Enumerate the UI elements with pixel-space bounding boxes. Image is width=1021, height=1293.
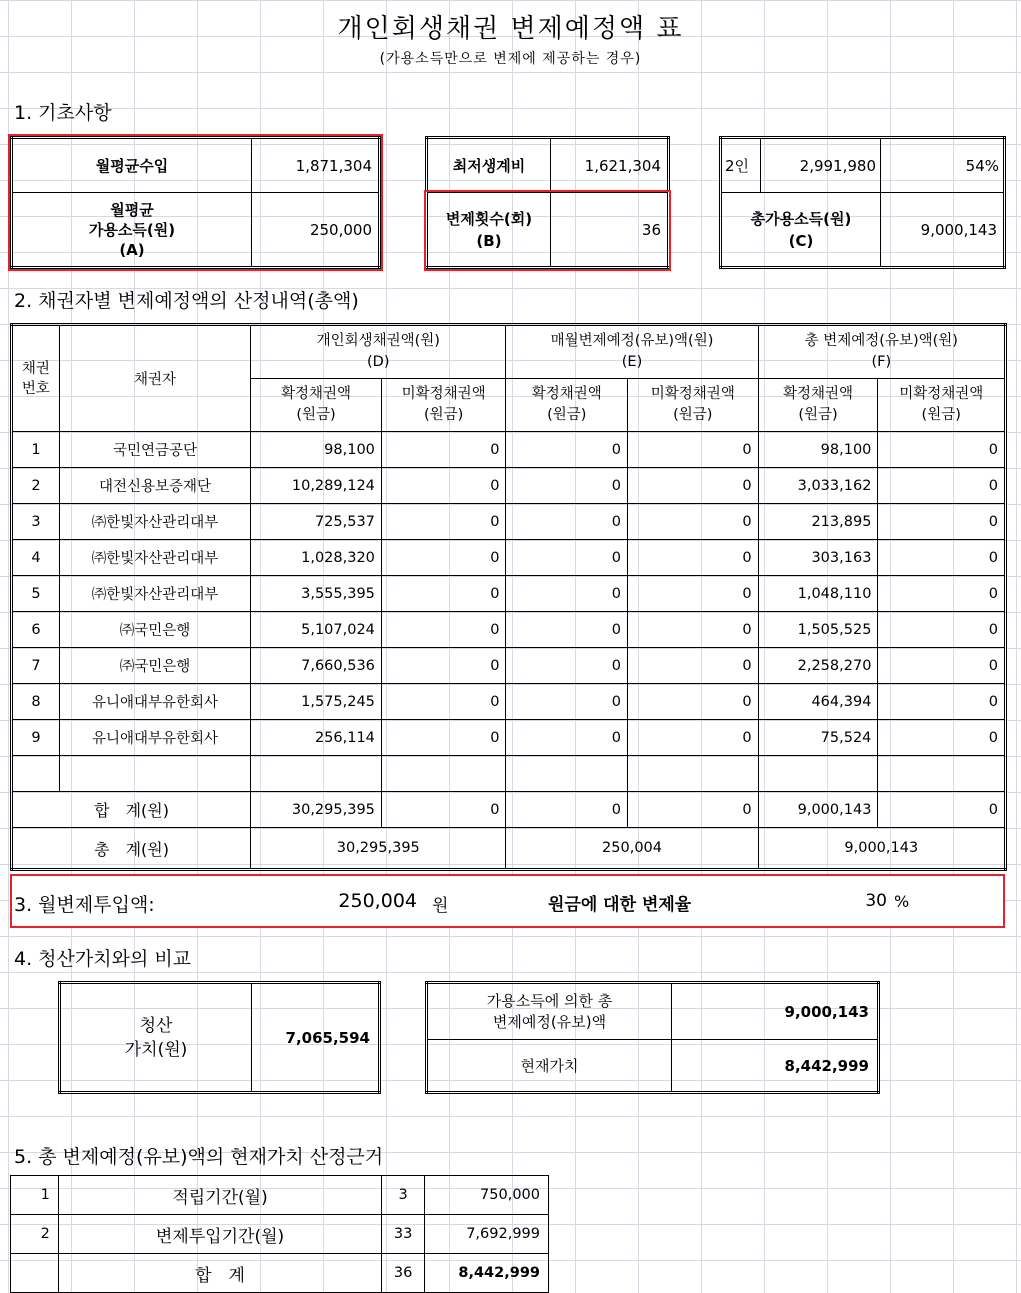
row-no: 4 [12, 540, 60, 576]
row-e-unconfirmed: 0 [628, 468, 759, 504]
basis-row-label: 변제투입기간(월) [58, 1215, 381, 1254]
row-e-unconfirmed: 0 [628, 576, 759, 612]
subtotal-d2: 0 [381, 792, 506, 828]
row-f-confirmed: 1,048,110 [758, 576, 878, 612]
row-d-unconfirmed: 0 [381, 468, 506, 504]
row-d-confirmed: 3,555,395 [251, 576, 382, 612]
section1-heading: 1. 기초사항 [14, 102, 112, 124]
basic-income-table [10, 136, 381, 269]
basis-total-amount: 8,442,999 [425, 1254, 549, 1293]
row-f-unconfirmed: 0 [878, 612, 1006, 648]
row-no: 9 [12, 720, 60, 756]
present-value-label: 현재가치 [427, 1040, 672, 1093]
row-e-unconfirmed: 0 [628, 432, 759, 468]
col-header-f: 총 변제예정(유보)액(원) (F) [758, 325, 1005, 379]
present-value-table [425, 981, 880, 1094]
table-row [12, 504, 1006, 540]
page-subtitle: (가용소득만으로 변제에 제공하는 경우) [379, 51, 642, 67]
row-f-unconfirmed: 0 [878, 684, 1006, 720]
row-f-confirmed: 98,100 [758, 432, 878, 468]
sub-header-d-confirmed: 확정채권액 (원금) [251, 379, 382, 432]
basis-row-months: 33 [382, 1215, 425, 1254]
row-no: 7 [12, 648, 60, 684]
living-cost-table [425, 136, 670, 269]
row-d-unconfirmed: 0 [381, 576, 506, 612]
subtotal-f1: 9,000,143 [758, 792, 878, 828]
subtotal-e2: 0 [628, 792, 759, 828]
basis-row-label: 적립기간(월) [58, 1176, 381, 1215]
sub-header-e-unconfirmed: 미확정채권액 (원금) [628, 379, 759, 432]
row-f-unconfirmed: 0 [878, 468, 1006, 504]
row-creditor-name: ㈜한빛자산관리대부 [59, 540, 250, 576]
grandtotal-d: 30,295,395 [251, 828, 506, 870]
row-creditor-name: 국민연금공단 [59, 432, 250, 468]
household-value: 2,991,980 [761, 138, 881, 193]
basis-row-months: 3 [382, 1176, 425, 1215]
row-f-confirmed: 3,033,162 [758, 468, 878, 504]
total-repay-label: 가용소득에 의한 총 변제예정(유보)액 [427, 983, 672, 1040]
row-creditor-name: ㈜한빛자산관리대부 [59, 504, 250, 540]
row-f-unconfirmed: 0 [878, 540, 1006, 576]
creditor-table [10, 323, 1007, 871]
row-e-unconfirmed: 0 [628, 504, 759, 540]
household-label: 2인 [721, 138, 761, 193]
col-header-creditor: 채권자 [59, 325, 250, 432]
row-e-confirmed: 0 [506, 576, 628, 612]
empty-cell [628, 756, 759, 792]
avg-available-value: 250,000 [252, 193, 380, 268]
grandtotal-label: 총 계(원) [12, 828, 251, 870]
row-e-unconfirmed: 0 [628, 540, 759, 576]
row-f-confirmed: 75,524 [758, 720, 878, 756]
row-f-unconfirmed: 0 [878, 648, 1006, 684]
row-e-confirmed: 0 [506, 684, 628, 720]
col-header-no: 채권 번호 [12, 325, 60, 432]
repay-rate-value: 30 [865, 891, 887, 911]
row-d-confirmed: 1,575,245 [251, 684, 382, 720]
empty-cell [506, 756, 628, 792]
empty-cell [878, 756, 1006, 792]
row-d-confirmed: 725,537 [251, 504, 382, 540]
row-d-unconfirmed: 0 [381, 684, 506, 720]
basis-row-no: 2 [11, 1215, 59, 1254]
row-creditor-name: 유니애대부유한회사 [59, 684, 250, 720]
basis-row-amount: 750,000 [425, 1176, 549, 1215]
page-title: 개인회생채권 변제예정액 표 [337, 14, 684, 44]
monthly-input-unit: 원 [432, 896, 449, 916]
row-d-unconfirmed: 0 [381, 612, 506, 648]
row-d-confirmed: 98,100 [251, 432, 382, 468]
row-d-unconfirmed: 0 [381, 504, 506, 540]
row-e-confirmed: 0 [506, 468, 628, 504]
present-value-value: 8,442,999 [672, 1040, 879, 1093]
table-row [12, 576, 1006, 612]
row-e-confirmed: 0 [506, 504, 628, 540]
col-header-d: 개인회생채권액(원) (D) [251, 325, 506, 379]
row-d-unconfirmed: 0 [381, 432, 506, 468]
basis-row-amount: 7,692,999 [425, 1215, 549, 1254]
subtotal-label: 합 계(원) [12, 792, 251, 828]
empty-cell [12, 756, 60, 792]
total-repay-value: 9,000,143 [672, 983, 879, 1040]
subtotal-e1: 0 [506, 792, 628, 828]
row-no: 1 [12, 432, 60, 468]
liquidation-value: 7,065,594 [252, 983, 380, 1093]
row-f-confirmed: 2,258,270 [758, 648, 878, 684]
present-value-basis-table [10, 1175, 549, 1293]
col-header-e: 매월변제예정(유보)액(원) (E) [506, 325, 758, 379]
row-creditor-name: ㈜국민은행 [59, 612, 250, 648]
row-no: 2 [12, 468, 60, 504]
row-f-unconfirmed: 0 [878, 720, 1006, 756]
row-d-confirmed: 256,114 [251, 720, 382, 756]
repay-count-value: 36 [551, 193, 669, 268]
table-row [11, 1215, 549, 1254]
row-creditor-name: ㈜한빛자산관리대부 [59, 576, 250, 612]
row-e-unconfirmed: 0 [628, 720, 759, 756]
row-d-confirmed: 1,028,320 [251, 540, 382, 576]
row-e-confirmed: 0 [506, 720, 628, 756]
row-f-confirmed: 213,895 [758, 504, 878, 540]
row-creditor-name: 대전신용보증재단 [59, 468, 250, 504]
row-f-confirmed: 1,505,525 [758, 612, 878, 648]
section3-heading: 3. 월변제투입액: [14, 894, 155, 916]
row-d-unconfirmed: 0 [381, 540, 506, 576]
row-e-unconfirmed: 0 [628, 684, 759, 720]
table-row [12, 540, 1006, 576]
section4-heading: 4. 청산가치와의 비교 [14, 948, 192, 970]
row-creditor-name: 유니애대부유한회사 [59, 720, 250, 756]
grandtotal-e: 250,004 [506, 828, 758, 870]
row-e-confirmed: 0 [506, 432, 628, 468]
sub-header-d-unconfirmed: 미확정채권액 (원금) [381, 379, 506, 432]
table-row [12, 432, 1006, 468]
total-available-value: 9,000,143 [881, 193, 1005, 268]
row-d-confirmed: 7,660,536 [251, 648, 382, 684]
min-living-value: 1,621,304 [551, 138, 669, 193]
monthly-income-label: 월평균수입 [12, 138, 252, 193]
basis-total-label: 합 계 [58, 1254, 381, 1293]
empty-cell [11, 1254, 59, 1293]
monthly-income-value: 1,871,304 [252, 138, 380, 193]
row-e-confirmed: 0 [506, 648, 628, 684]
subtotal-d1: 30,295,395 [251, 792, 382, 828]
row-f-confirmed: 303,163 [758, 540, 878, 576]
row-f-unconfirmed: 0 [878, 504, 1006, 540]
row-d-unconfirmed: 0 [381, 720, 506, 756]
section2-heading: 2. 채권자별 변제예정액의 산정내역(총액) [14, 290, 359, 312]
table-row [11, 1176, 549, 1215]
basis-total-months: 36 [382, 1254, 425, 1293]
table-row [12, 684, 1006, 720]
row-d-confirmed: 5,107,024 [251, 612, 382, 648]
household-table [719, 136, 1006, 269]
empty-cell [251, 756, 382, 792]
sub-header-f-confirmed: 확정채권액 (원금) [758, 379, 878, 432]
table-row [12, 612, 1006, 648]
row-no: 3 [12, 504, 60, 540]
household-percent: 54% [881, 138, 1005, 193]
row-d-unconfirmed: 0 [381, 648, 506, 684]
row-no: 8 [12, 684, 60, 720]
liquidation-label: 청산 가치(원) [60, 983, 252, 1093]
repay-rate-label: 원금에 대한 변제율 [548, 895, 692, 915]
row-f-unconfirmed: 0 [878, 576, 1006, 612]
empty-cell [381, 756, 506, 792]
monthly-input-box [10, 874, 1005, 928]
repay-count-label: 변제횟수(회) (B) [427, 193, 551, 268]
empty-cell [758, 756, 878, 792]
avg-available-label: 월평균 가용소득(원) (A) [12, 193, 252, 268]
sub-header-f-unconfirmed: 미확정채권액 (원금) [878, 379, 1006, 432]
monthly-input-amount: 250,004 [338, 890, 417, 912]
row-e-unconfirmed: 0 [628, 612, 759, 648]
row-e-confirmed: 0 [506, 612, 628, 648]
min-living-label: 최저생계비 [427, 138, 551, 193]
row-no: 6 [12, 612, 60, 648]
subtotal-f2: 0 [878, 792, 1006, 828]
row-creditor-name: ㈜국민은행 [59, 648, 250, 684]
row-e-unconfirmed: 0 [628, 648, 759, 684]
sub-header-e-confirmed: 확정채권액 (원금) [506, 379, 628, 432]
empty-cell [59, 756, 250, 792]
row-f-confirmed: 464,394 [758, 684, 878, 720]
table-row [12, 648, 1006, 684]
basis-row-no: 1 [11, 1176, 59, 1215]
row-d-confirmed: 10,289,124 [251, 468, 382, 504]
grandtotal-f: 9,000,143 [758, 828, 1005, 870]
row-f-unconfirmed: 0 [878, 432, 1006, 468]
row-no: 5 [12, 576, 60, 612]
repay-rate-unit: % [894, 892, 910, 911]
table-row [12, 468, 1006, 504]
table-row [12, 720, 1006, 756]
row-e-confirmed: 0 [506, 540, 628, 576]
section5-heading: 5. 총 변제예정(유보)액의 현재가치 산정근거 [14, 1146, 384, 1168]
liquidation-table [58, 981, 381, 1094]
total-available-label: 총가용소득(원) (C) [721, 193, 881, 268]
